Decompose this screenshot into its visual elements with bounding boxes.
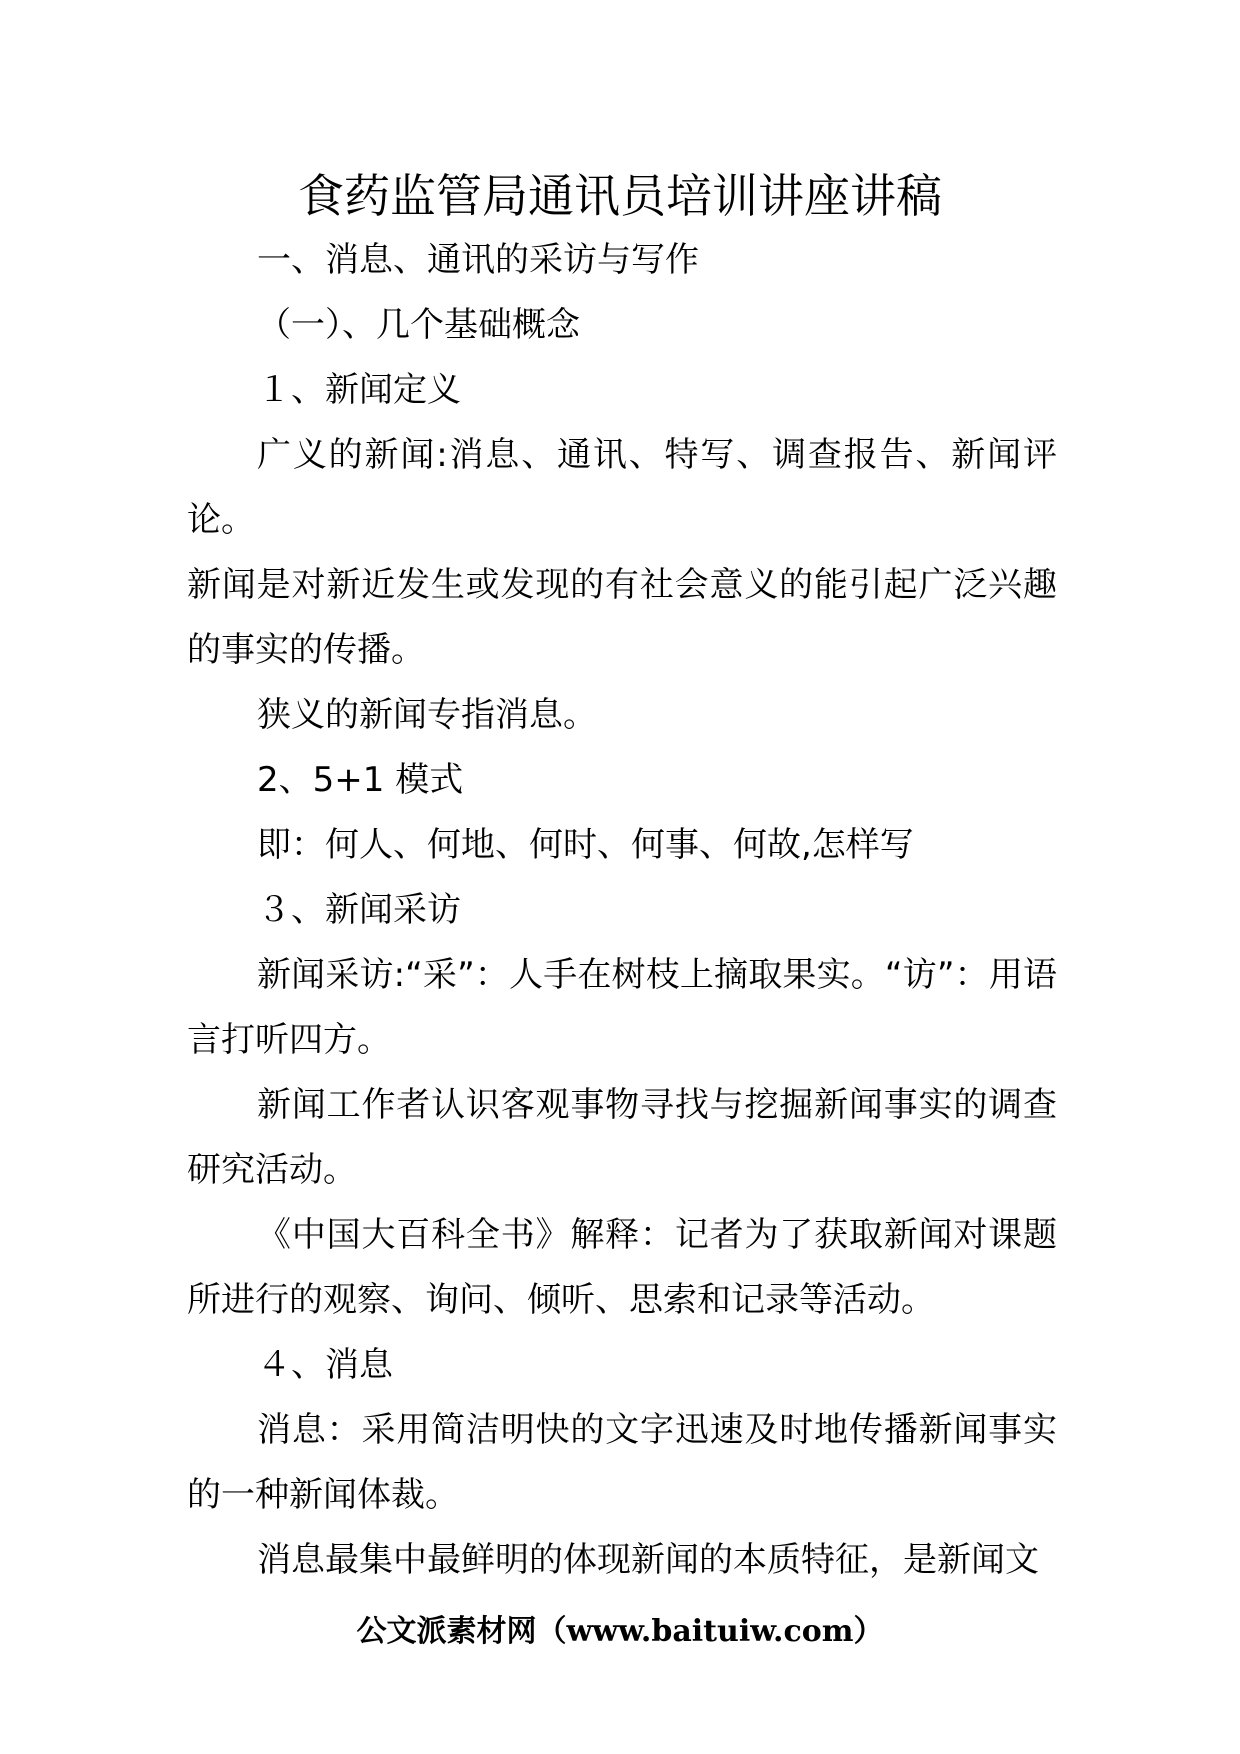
paragraph: 即：何人、何地、何时、何事、何故,怎样写 (257, 825, 914, 865)
paragraph: ４、消息 (257, 1345, 393, 1385)
paragraph: 消息最集中最鲜明的体现新闻的本质特征，是新闻文 (257, 1540, 1039, 1580)
footer-source-line: 公文派素材网（www.baituiw.com） (356, 1614, 884, 1649)
paragraph: 狭义的新闻专指消息。 (257, 695, 597, 735)
paragraph: 消息：采用简洁明快的文字迅速及时地传播新闻事实的一种新闻体裁。 (187, 1410, 1057, 1515)
document-body (187, 228, 1057, 1593)
paragraph: 一、消息、通讯的采访与写作 (257, 240, 699, 280)
paragraph: 新闻工作者认识客观事物寻找与挖掘新闻事实的调查研究活动。 (187, 1085, 1057, 1190)
paragraph: 《中国大百科全书》解释：记者为了获取新闻对课题所进行的观察、询问、倾听、思索和记录等活动。 (187, 1215, 1057, 1320)
paragraph: １、新闻定义 (257, 370, 461, 410)
paragraph: 2、5+1 模式 (257, 760, 464, 800)
document-title: 食药监管局通讯员培训讲座讲稿 (298, 169, 942, 223)
paragraph: 新闻采访:“采”：人手在树枝上摘取果实。“访”：用语言打听四方。 (187, 955, 1057, 1060)
paragraph: （一）、几个基础概念 (257, 305, 580, 345)
paragraph: ３、新闻采访 (257, 890, 461, 930)
paragraph: 广义的新闻:消息、通讯、特写、调查报告、新闻评论。 (187, 435, 1057, 540)
paragraph: 新闻是对新近发生或发现的有社会意义的能引起广泛兴趣的事实的传播。 (187, 565, 1057, 670)
